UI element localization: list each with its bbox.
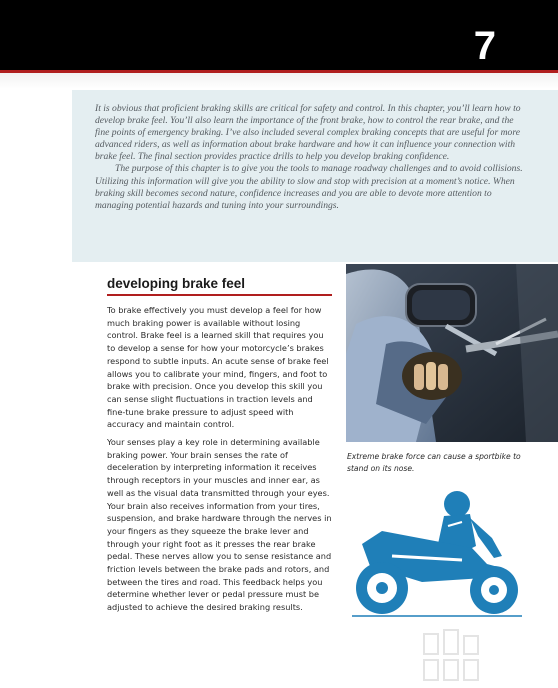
sportbike-stoppie-illustration-art <box>352 486 528 624</box>
rider-brake-photo <box>346 264 558 442</box>
decorative-watermark <box>420 626 490 684</box>
body-paragraph-1: To brake effectively you must develop a feel for how much braking power is available without losing control. Brake feel is a learned skill that requires you to develop a sense for how your motorcycle’s brakes respond to subtle inputs. An acute sense of brake feel allows you to calibrate your mind, fingers, and foot to brake with precision. Once you develop this skill you can sense slight fluctuations in traction levels and fine-tune brake pressure to adjust speed with accuracy and maintain control. <box>107 305 329 430</box>
body-paragraph-2: Your senses play a key role in determining available braking power. Your brain senses the rate of deceleration by interpreting information it receives through receptors in your muscles and inner ear, as well as the visual data transmitted through your eyes. Your brain also receives information from your tires, suspension, and brake hardware through the nerves in your fingers as they squeeze the brake lever and through your right foot as it presses the rear brake pedal. These nerves allow you to sense resistance and friction levels between the brake pads and rotors, and between the tires and road. This feedback helps you determine whether lever or pedal pressure must be adjusted to achieve the desired braking results. <box>107 437 332 613</box>
header-shadow <box>0 73 558 89</box>
intro-paragraph-2: The purpose of this chapter is to give you the tools to manage roadway challenges and to avoid collisions. Utilizing this information will give you the ability to slow and stop with precision at a moment’s notice. When braking skill becomes second nature, confidence increases and you are able to devote more attention to managing potential hazards and tuning into your surroundings. <box>95 163 523 211</box>
intro-text <box>95 103 527 212</box>
intro-paragraph-1: It is obvious that proficient braking skills are critical for safety and control. In this chapter, you’ll learn how to develop brake feel. You’ll also learn the importance of the front brake, how to control the rear brake, and the fine points of emergency braking. I’ve also included several complex braking concepts that are useful for more advanced riders, as well as information about brake hardware and how it can influence your connection with brake feel. The final section provides practice drills to help you develop braking confidence. <box>95 103 521 163</box>
sportbike-stoppie-illustration <box>352 486 528 624</box>
section-heading: developing brake feel <box>107 276 246 291</box>
rider-brake-photo-art <box>346 264 558 442</box>
chapter-number: 7 <box>473 24 496 68</box>
section-heading-rule <box>107 294 332 296</box>
section-body <box>107 304 333 619</box>
photo-caption: Extreme brake force can cause a sportbike to stand on its nose. <box>347 452 521 473</box>
watermark-art <box>420 626 490 684</box>
